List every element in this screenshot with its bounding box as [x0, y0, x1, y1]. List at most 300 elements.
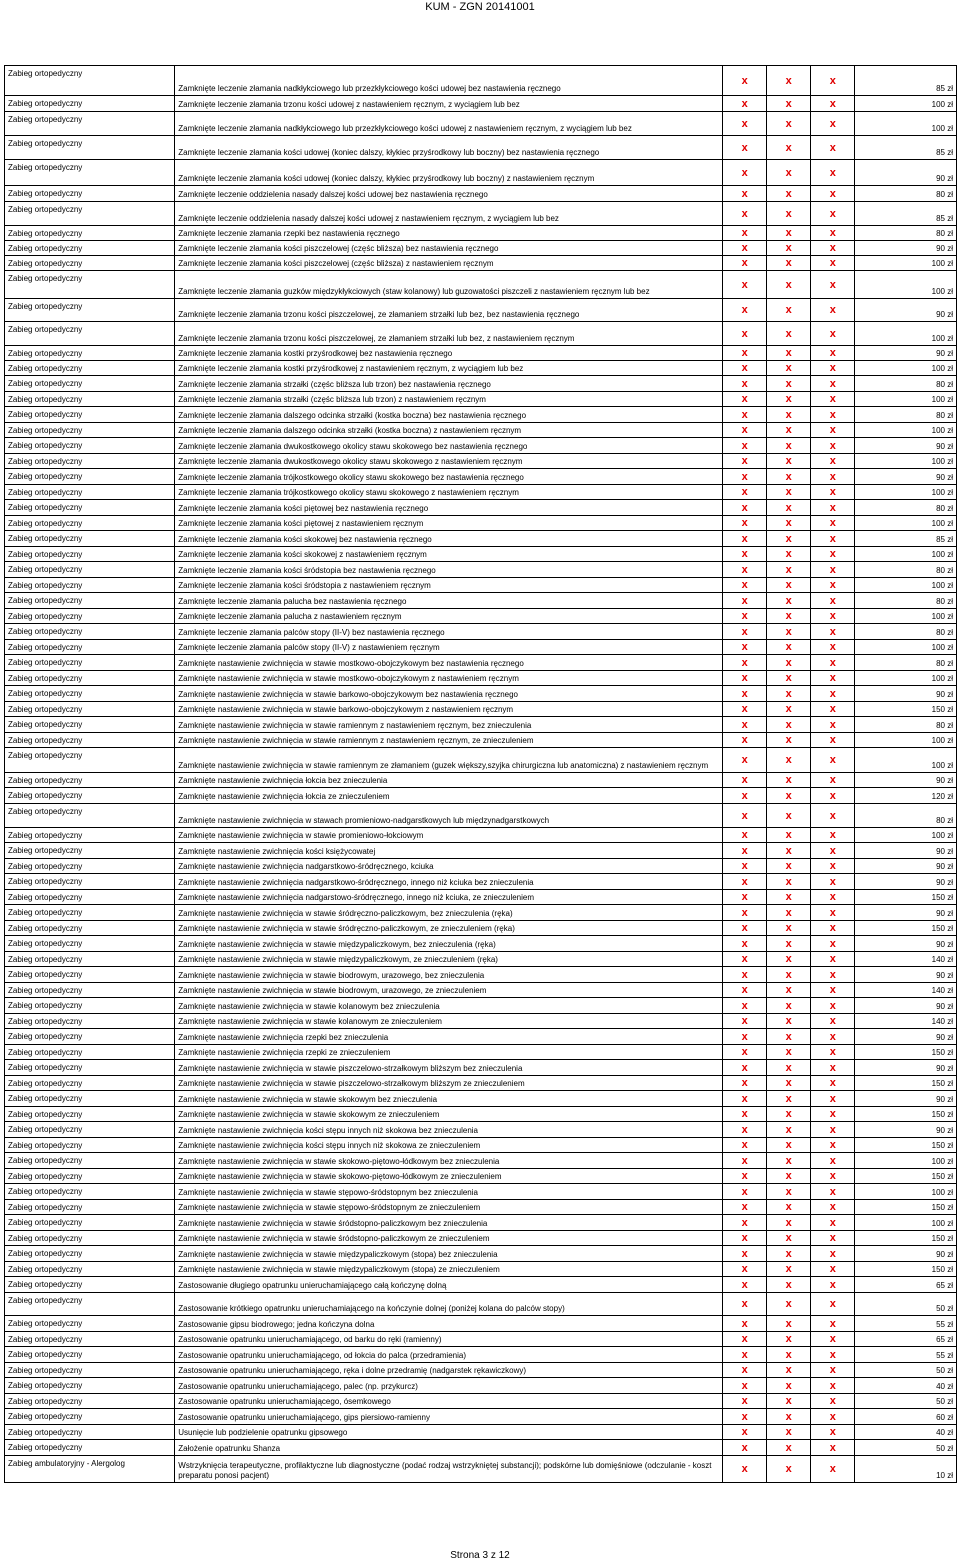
availability-mark-cell: x: [767, 392, 811, 407]
table-row: [5, 96, 957, 112]
availability-mark-cell: x: [723, 1363, 767, 1378]
availability-mark-cell: x: [811, 788, 855, 804]
table-row: [5, 241, 957, 256]
table-row: [5, 271, 957, 299]
procedure-type-cell: Zabieg ortopedyczny: [5, 160, 175, 186]
table-row: [5, 859, 957, 874]
availability-mark-cell: x: [811, 562, 855, 578]
availability-mark-cell: x: [811, 921, 855, 936]
procedure-type-cell: Zabieg ortopedyczny: [5, 485, 175, 500]
procedure-type-cell: Zabieg ortopedyczny: [5, 136, 175, 160]
price-cell: 90 zł: [855, 241, 957, 256]
procedure-type-cell: Zabieg ortopedyczny: [5, 1138, 175, 1153]
procedure-description-cell: Zamknięte leczenie złamania dwukostkowego okolicy stawu skokowego bez nastawienia ręcznego: [175, 438, 723, 454]
price-cell: 10 zł: [855, 1456, 957, 1483]
table-row: [5, 905, 957, 921]
availability-mark-cell: x: [723, 1029, 767, 1045]
availability-mark-cell: x: [723, 983, 767, 998]
procedure-description-cell: Zamknięte leczenie złamania nadkłykciowego lub przezkłykciowego kości udowej bez nastawienia ręcznego: [175, 66, 723, 96]
availability-mark-cell: x: [811, 423, 855, 438]
availability-mark-cell: x: [811, 1200, 855, 1215]
availability-mark-cell: x: [811, 1409, 855, 1425]
availability-mark-cell: x: [723, 322, 767, 346]
table-row: [5, 890, 957, 905]
availability-mark-cell: x: [811, 1076, 855, 1091]
availability-mark-cell: x: [811, 1425, 855, 1440]
availability-mark-cell: x: [767, 407, 811, 423]
availability-mark-cell: x: [767, 136, 811, 160]
procedure-description-cell: Zamknięte leczenie oddzielenia nasady dalszej kości udowej z nastawieniem ręcznym, z wyciągiem lub bez: [175, 202, 723, 226]
procedure-type-cell: Zabieg ortopedyczny: [5, 531, 175, 547]
availability-mark-cell: x: [767, 1440, 811, 1456]
availability-mark-cell: x: [723, 361, 767, 376]
table-row: [5, 843, 957, 859]
procedure-type-cell: Zabieg ortopedyczny: [5, 578, 175, 593]
availability-mark-cell: x: [811, 1293, 855, 1316]
availability-mark-cell: x: [723, 640, 767, 655]
table-row: [5, 1153, 957, 1169]
procedure-type-cell: Zabieg ortopedyczny: [5, 936, 175, 952]
procedure-description-cell: Założenie opatrunku Shanza: [175, 1440, 723, 1456]
availability-mark-cell: x: [811, 1440, 855, 1456]
procedure-description-cell: Zamknięte nastawienie zwichnięcia nadgarstkowo-śródręcznego, innego niż kciuka bez znieczulenia: [175, 874, 723, 890]
availability-mark-cell: x: [723, 578, 767, 593]
procedure-description-cell: Zamknięte nastawienie zwichnięcia w stawie śródręczno-paliczkowym, ze znieczuleniem (ręka): [175, 921, 723, 936]
table-row: [5, 1060, 957, 1076]
price-table-body: [5, 66, 957, 1483]
table-row: [5, 1277, 957, 1293]
availability-mark-cell: x: [811, 500, 855, 516]
procedure-type-cell: Zabieg ortopedyczny: [5, 226, 175, 241]
procedure-type-cell: Zabieg ortopedyczny: [5, 1029, 175, 1045]
procedure-type-cell: Zabieg ortopedyczny: [5, 66, 175, 96]
procedure-description-cell: Zastosowanie krótkiego opatrunku unieruchamiającego na kończynie dolnej (poniżej kolana do palców stopy): [175, 1293, 723, 1316]
procedure-type-cell: Zabieg ortopedyczny: [5, 1076, 175, 1091]
availability-mark-cell: x: [811, 1363, 855, 1378]
procedure-type-cell: Zabieg ortopedyczny: [5, 1045, 175, 1060]
availability-mark-cell: x: [767, 1091, 811, 1107]
procedure-description-cell: Zamknięte leczenie złamania rzepki bez nastawienia ręcznego: [175, 226, 723, 241]
availability-mark-cell: x: [767, 1215, 811, 1231]
availability-mark-cell: x: [723, 1409, 767, 1425]
availability-mark-cell: x: [811, 271, 855, 299]
price-cell: 100 zł: [855, 271, 957, 299]
availability-mark-cell: x: [767, 1107, 811, 1122]
price-cell: 100 zł: [855, 96, 957, 112]
table-row: [5, 531, 957, 547]
availability-mark-cell: x: [811, 983, 855, 998]
procedure-type-cell: Zabieg ortopedyczny: [5, 547, 175, 562]
price-cell: 90 zł: [855, 1122, 957, 1138]
price-cell: 150 zł: [855, 1169, 957, 1184]
table-row: [5, 640, 957, 655]
table-row: [5, 485, 957, 500]
procedure-description-cell: Zamknięte leczenie złamania kości piszczelowej (częśc bliższa) bez nastawienia ręcznego: [175, 241, 723, 256]
procedure-type-cell: Zabieg ortopedyczny: [5, 469, 175, 485]
table-row: [5, 136, 957, 160]
availability-mark-cell: x: [723, 1293, 767, 1316]
procedure-description-cell: Zamknięte nastawienie zwichnięcia łokcia ze znieczuleniem: [175, 788, 723, 804]
procedure-type-cell: Zabieg ortopedyczny: [5, 717, 175, 733]
availability-mark-cell: x: [723, 1277, 767, 1293]
availability-mark-cell: x: [767, 624, 811, 640]
table-row: [5, 998, 957, 1014]
table-row: [5, 500, 957, 516]
procedure-type-cell: Zabieg ortopedyczny: [5, 392, 175, 407]
availability-mark-cell: x: [767, 905, 811, 921]
table-row: [5, 1425, 957, 1440]
table-row: [5, 202, 957, 226]
table-row: [5, 578, 957, 593]
procedure-description-cell: Zastosowanie opatrunku unieruchamiającego, od barku do ręki (ramienny): [175, 1332, 723, 1347]
availability-mark-cell: x: [767, 717, 811, 733]
price-cell: 40 zł: [855, 1378, 957, 1394]
availability-mark-cell: x: [811, 1378, 855, 1394]
availability-mark-cell: x: [767, 271, 811, 299]
availability-mark-cell: x: [811, 1231, 855, 1246]
procedure-type-cell: Zabieg ortopedyczny: [5, 788, 175, 804]
price-cell: 150 zł: [855, 1138, 957, 1153]
table-row: [5, 160, 957, 186]
price-cell: 150 zł: [855, 702, 957, 717]
procedure-type-cell: Zabieg ortopedyczny: [5, 921, 175, 936]
table-row: [5, 952, 957, 967]
price-cell: 100 zł: [855, 609, 957, 624]
procedure-description-cell: Zamknięte nastawienie zwichnięcia w stawie skokowo-piętowo-łódkowym bez znieczulenia: [175, 1153, 723, 1169]
table-row: [5, 438, 957, 454]
procedure-description-cell: Zamknięte nastawienie zwichnięcia w stawie kolanowym bez znieczulenia: [175, 998, 723, 1014]
availability-mark-cell: x: [723, 905, 767, 921]
procedure-type-cell: Zabieg ortopedyczny: [5, 376, 175, 392]
procedure-description-cell: Zamknięte nastawienie zwichnięcia w stawie ramiennym z nastawieniem ręcznym, bez znieczulenia: [175, 717, 723, 733]
price-cell: 150 zł: [855, 1262, 957, 1277]
availability-mark-cell: x: [723, 655, 767, 671]
availability-mark-cell: x: [723, 788, 767, 804]
price-cell: 80 zł: [855, 624, 957, 640]
availability-mark-cell: x: [723, 1347, 767, 1363]
table-row: [5, 1107, 957, 1122]
procedure-description-cell: Zamknięte nastawienie zwichnięcia w stawie ramiennym ze złamaniem (guzek większy,szyjka chirurgiczna lub anatomiczna) z nastawieniem ręcznym: [175, 748, 723, 773]
availability-mark-cell: x: [723, 66, 767, 96]
table-row: [5, 804, 957, 828]
procedure-type-cell: Zabieg ortopedyczny: [5, 890, 175, 905]
price-cell: 80 zł: [855, 407, 957, 423]
procedure-type-cell: Zabieg ortopedyczny: [5, 1107, 175, 1122]
availability-mark-cell: x: [767, 998, 811, 1014]
procedure-description-cell: Zamknięte leczenie złamania kostki przyśrodkowej z nastawieniem ręcznym, z wyciągiem lub bez: [175, 361, 723, 376]
procedure-type-cell: Zabieg ortopedyczny: [5, 952, 175, 967]
price-cell: 80 zł: [855, 655, 957, 671]
procedure-description-cell: Zamknięte leczenie oddzielenia nasady dalszej kości udowej bez nastawienia ręcznego: [175, 186, 723, 202]
price-cell: 100 zł: [855, 112, 957, 136]
availability-mark-cell: x: [723, 241, 767, 256]
availability-mark-cell: x: [767, 1076, 811, 1091]
price-cell: 100 zł: [855, 578, 957, 593]
procedure-description-cell: Zamknięte leczenie złamania dalszego odcinka strzałki (kostka boczna) bez nastawienia ręcznego: [175, 407, 723, 423]
availability-mark-cell: x: [767, 983, 811, 998]
availability-mark-cell: x: [811, 655, 855, 671]
availability-mark-cell: x: [723, 671, 767, 686]
availability-mark-cell: x: [811, 202, 855, 226]
table-row: [5, 733, 957, 748]
availability-mark-cell: x: [767, 469, 811, 485]
price-cell: 80 zł: [855, 500, 957, 516]
procedure-type-cell: Zabieg ortopedyczny: [5, 1200, 175, 1215]
procedure-description-cell: Zamknięte leczenie złamania dwukostkowego okolicy stawu skokowego z nastawieniem ręcznym: [175, 454, 723, 469]
availability-mark-cell: x: [811, 346, 855, 361]
availability-mark-cell: x: [811, 1184, 855, 1200]
availability-mark-cell: x: [723, 702, 767, 717]
procedure-description-cell: Zastosowanie długiego opatrunku unieruchamiającego całą kończynę dolną: [175, 1277, 723, 1293]
procedure-type-cell: Zabieg ortopedyczny: [5, 773, 175, 788]
procedure-type-cell: Zabieg ortopedyczny: [5, 843, 175, 859]
procedure-type-cell: Zabieg ortopedyczny: [5, 1153, 175, 1169]
availability-mark-cell: x: [723, 1262, 767, 1277]
procedure-description-cell: Zamknięte nastawienie zwichnięcia kości księżycowatej: [175, 843, 723, 859]
availability-mark-cell: x: [811, 1138, 855, 1153]
availability-mark-cell: x: [811, 454, 855, 469]
availability-mark-cell: x: [767, 1045, 811, 1060]
table-row: [5, 1200, 957, 1215]
procedure-description-cell: Zamknięte leczenie złamania dalszego odcinka strzałki (kostka boczna) z nastawieniem ręcznym: [175, 423, 723, 438]
availability-mark-cell: x: [811, 531, 855, 547]
price-cell: 40 zł: [855, 1425, 957, 1440]
table-row: [5, 469, 957, 485]
price-cell: 65 zł: [855, 1277, 957, 1293]
price-cell: 100 zł: [855, 671, 957, 686]
price-cell: 100 zł: [855, 516, 957, 531]
availability-mark-cell: x: [811, 186, 855, 202]
price-cell: 50 zł: [855, 1440, 957, 1456]
availability-mark-cell: x: [767, 788, 811, 804]
procedure-description-cell: Zamknięte nastawienie zwichnięcia w stawie ramiennym z nastawieniem ręcznym, ze znieczuleniem: [175, 733, 723, 748]
price-cell: 100 zł: [855, 748, 957, 773]
procedure-description-cell: Zastosowanie opatrunku unieruchamiającego, palec (np. przykurcz): [175, 1378, 723, 1394]
price-cell: 80 zł: [855, 593, 957, 609]
availability-mark-cell: x: [767, 1262, 811, 1277]
procedure-description-cell: Wstrzyknięcia terapeutyczne, profilaktyczne lub diagnostyczne (podać rodzaj wstrzykniętej substancji); podskórne lub domięśniowe (odczulanie - koszt preparatu ponosi pacjent): [175, 1456, 723, 1483]
procedure-type-cell: Zabieg ortopedyczny: [5, 1014, 175, 1029]
availability-mark-cell: x: [767, 346, 811, 361]
availability-mark-cell: x: [767, 1316, 811, 1332]
table-row: [5, 562, 957, 578]
availability-mark-cell: x: [811, 748, 855, 773]
price-cell: 80 zł: [855, 376, 957, 392]
procedure-description-cell: Zamknięte nastawienie zwichnięcia rzepki bez znieczulenia: [175, 1029, 723, 1045]
procedure-type-cell: Zabieg ortopedyczny: [5, 1091, 175, 1107]
procedure-description-cell: Zamknięte nastawienie zwichnięcia w stawie biodrowym, urazowego, ze znieczuleniem: [175, 983, 723, 998]
procedure-description-cell: Zamknięte nastawienie zwichnięcia w stawie skokowo-piętowo-łódkowym ze znieczuleniem: [175, 1169, 723, 1184]
availability-mark-cell: x: [811, 1394, 855, 1409]
availability-mark-cell: x: [767, 733, 811, 748]
price-cell: 150 zł: [855, 1045, 957, 1060]
procedure-description-cell: Zamknięte nastawienie zwichnięcia w stawie śródstopno-paliczkowym bez znieczulenia: [175, 1215, 723, 1231]
procedure-type-cell: Zabieg ortopedyczny: [5, 96, 175, 112]
availability-mark-cell: x: [811, 859, 855, 874]
price-cell: 90 zł: [855, 686, 957, 702]
table-row: [5, 1378, 957, 1394]
availability-mark-cell: x: [767, 160, 811, 186]
procedure-type-cell: Zabieg ortopedyczny: [5, 361, 175, 376]
availability-mark-cell: x: [811, 376, 855, 392]
procedure-type-cell: Zabieg ortopedyczny: [5, 1409, 175, 1425]
price-cell: 60 zł: [855, 1409, 957, 1425]
availability-mark-cell: x: [723, 609, 767, 624]
availability-mark-cell: x: [767, 1246, 811, 1262]
availability-mark-cell: x: [723, 748, 767, 773]
procedure-type-cell: Zabieg ortopedyczny: [5, 299, 175, 322]
table-row: [5, 1456, 957, 1483]
availability-mark-cell: x: [723, 346, 767, 361]
availability-mark-cell: x: [811, 322, 855, 346]
procedure-description-cell: Zamknięte nastawienie zwichnięcia w stawie skokowym bez znieczulenia: [175, 1091, 723, 1107]
availability-mark-cell: x: [767, 921, 811, 936]
procedure-description-cell: Zamknięte nastawienie zwichnięcia w stawie barkowo-obojczykowym bez nastawienia ręcznego: [175, 686, 723, 702]
table-row: [5, 1045, 957, 1060]
availability-mark-cell: x: [723, 1440, 767, 1456]
procedure-description-cell: Zastosowanie opatrunku unieruchamiającego, ręka i dolne przedramię (nadgarstek rękawiczkowy): [175, 1363, 723, 1378]
price-cell: 140 zł: [855, 983, 957, 998]
availability-mark-cell: x: [811, 843, 855, 859]
table-row: [5, 936, 957, 952]
availability-mark-cell: x: [723, 773, 767, 788]
procedure-type-cell: Zabieg ortopedyczny: [5, 454, 175, 469]
procedure-description-cell: Zamknięte nastawienie zwichnięcia w stawie mostkowo-obojczykowym bez nastawienia ręcznego: [175, 655, 723, 671]
price-cell: 100 zł: [855, 392, 957, 407]
availability-mark-cell: x: [811, 1332, 855, 1347]
availability-mark-cell: x: [723, 1378, 767, 1394]
procedure-type-cell: Zabieg ortopedyczny: [5, 438, 175, 454]
procedure-description-cell: Zamknięte nastawienie zwichnięcia w stawie śródręczno-paliczkowym, bez znieczulenia (ręka): [175, 905, 723, 921]
availability-mark-cell: x: [723, 1138, 767, 1153]
procedure-type-cell: Zabieg ortopedyczny: [5, 1277, 175, 1293]
availability-mark-cell: x: [767, 936, 811, 952]
procedure-description-cell: Zamknięte nastawienie zwichnięcia w stawie piszczelowo-strzałkowym bliższym bez znieczulenia: [175, 1060, 723, 1076]
price-cell: 100 zł: [855, 640, 957, 655]
availability-mark-cell: x: [723, 686, 767, 702]
availability-mark-cell: x: [767, 804, 811, 828]
availability-mark-cell: x: [767, 1184, 811, 1200]
procedure-description-cell: Zamknięte nastawienie zwichnięcia w stawie piszczelowo-strzałkowym bliższym ze znieczuleniem: [175, 1076, 723, 1091]
availability-mark-cell: x: [723, 1045, 767, 1060]
availability-mark-cell: x: [811, 112, 855, 136]
availability-mark-cell: x: [723, 1231, 767, 1246]
procedure-type-cell: Zabieg ortopedyczny: [5, 423, 175, 438]
procedure-description-cell: Zamknięte leczenie złamania trzonu kości piszczelowej, ze złamaniem strzałki lub bez, z nastawieniem ręcznym: [175, 322, 723, 346]
availability-mark-cell: x: [811, 1029, 855, 1045]
availability-mark-cell: x: [767, 96, 811, 112]
procedure-description-cell: Zamknięte leczenie złamania trójkostkowego okolicy stawu skokowego bez nastawienia ręcznego: [175, 469, 723, 485]
procedure-type-cell: Zabieg ortopedyczny: [5, 256, 175, 271]
table-row: [5, 1169, 957, 1184]
availability-mark-cell: x: [767, 1363, 811, 1378]
procedure-type-cell: Zabieg ortopedyczny: [5, 1440, 175, 1456]
availability-mark-cell: x: [723, 1332, 767, 1347]
availability-mark-cell: x: [723, 936, 767, 952]
price-cell: 100 zł: [855, 733, 957, 748]
availability-mark-cell: x: [811, 640, 855, 655]
procedure-description-cell: Zastosowanie opatrunku unieruchamiającego, gips piersiowo-ramienny: [175, 1409, 723, 1425]
page-footer: Strona 3 z 12: [450, 1550, 510, 1561]
availability-mark-cell: x: [811, 1347, 855, 1363]
procedure-description-cell: Zamknięte nastawienie zwichnięcia w stawie mostkowo-obojczykowym z nastawieniem ręcznym: [175, 671, 723, 686]
availability-mark-cell: x: [723, 423, 767, 438]
price-cell: 90 zł: [855, 998, 957, 1014]
availability-mark-cell: x: [723, 299, 767, 322]
price-cell: 150 zł: [855, 1076, 957, 1091]
availability-mark-cell: x: [811, 874, 855, 890]
table-row: [5, 423, 957, 438]
price-cell: 80 zł: [855, 804, 957, 828]
availability-mark-cell: x: [723, 998, 767, 1014]
table-row: [5, 1347, 957, 1363]
availability-mark-cell: x: [723, 1091, 767, 1107]
procedure-description-cell: Zamknięte leczenie złamania kości udowej (koniec dalszy, kłykiec przyśrodkowy lub boczny) bez nastawienia ręcznego: [175, 136, 723, 160]
procedure-type-cell: Zabieg ortopedyczny: [5, 905, 175, 921]
procedure-type-cell: Zabieg ortopedyczny: [5, 1262, 175, 1277]
availability-mark-cell: x: [811, 226, 855, 241]
availability-mark-cell: x: [811, 1456, 855, 1483]
table-row: [5, 1029, 957, 1045]
price-cell: 90 zł: [855, 773, 957, 788]
table-row: [5, 671, 957, 686]
price-cell: 100 zł: [855, 423, 957, 438]
price-cell: 90 zł: [855, 299, 957, 322]
procedure-description-cell: Zamknięte leczenie złamania kości piszczelowej (częśc bliższa) z nastawieniem ręcznym: [175, 256, 723, 271]
availability-mark-cell: x: [767, 531, 811, 547]
procedure-type-cell: Zabieg ortopedyczny: [5, 859, 175, 874]
availability-mark-cell: x: [767, 202, 811, 226]
price-cell: 90 zł: [855, 967, 957, 983]
availability-mark-cell: x: [723, 1014, 767, 1029]
price-cell: 100 zł: [855, 256, 957, 271]
procedure-description-cell: Zastosowanie gipsu biodrowego; jedna kończyna dolna: [175, 1316, 723, 1332]
availability-mark-cell: x: [723, 160, 767, 186]
table-row: [5, 516, 957, 531]
availability-mark-cell: x: [767, 1014, 811, 1029]
price-cell: 150 zł: [855, 890, 957, 905]
availability-mark-cell: x: [723, 1425, 767, 1440]
price-cell: 90 zł: [855, 438, 957, 454]
availability-mark-cell: x: [723, 843, 767, 859]
procedure-type-cell: Zabieg ortopedyczny: [5, 1378, 175, 1394]
procedure-description-cell: Zamknięte leczenie złamania kości skokowej bez nastawienia ręcznego: [175, 531, 723, 547]
availability-mark-cell: x: [723, 112, 767, 136]
availability-mark-cell: x: [811, 890, 855, 905]
procedure-type-cell: Zabieg ortopedyczny: [5, 407, 175, 423]
availability-mark-cell: x: [811, 1215, 855, 1231]
price-table: [4, 65, 957, 1483]
table-row: [5, 1076, 957, 1091]
procedure-type-cell: Zabieg ortopedyczny: [5, 1246, 175, 1262]
availability-mark-cell: x: [767, 967, 811, 983]
availability-mark-cell: x: [811, 438, 855, 454]
availability-mark-cell: x: [811, 702, 855, 717]
price-cell: 100 zł: [855, 361, 957, 376]
availability-mark-cell: x: [811, 686, 855, 702]
availability-mark-cell: x: [767, 593, 811, 609]
price-cell: 100 zł: [855, 828, 957, 843]
availability-mark-cell: x: [811, 407, 855, 423]
availability-mark-cell: x: [811, 804, 855, 828]
availability-mark-cell: x: [767, 1231, 811, 1246]
procedure-type-cell: Zabieg ortopedyczny: [5, 593, 175, 609]
procedure-description-cell: Zamknięte leczenie złamania trzonu kości piszczelowej, ze złamaniem strzałki lub bez, bez nastawienia ręcznego: [175, 299, 723, 322]
procedure-description-cell: Zamknięte leczenie złamania palucha bez nastawienia ręcznego: [175, 593, 723, 609]
procedure-type-cell: Zabieg ortopedyczny: [5, 1293, 175, 1316]
availability-mark-cell: x: [767, 322, 811, 346]
procedure-type-cell: Zabieg ortopedyczny: [5, 1347, 175, 1363]
